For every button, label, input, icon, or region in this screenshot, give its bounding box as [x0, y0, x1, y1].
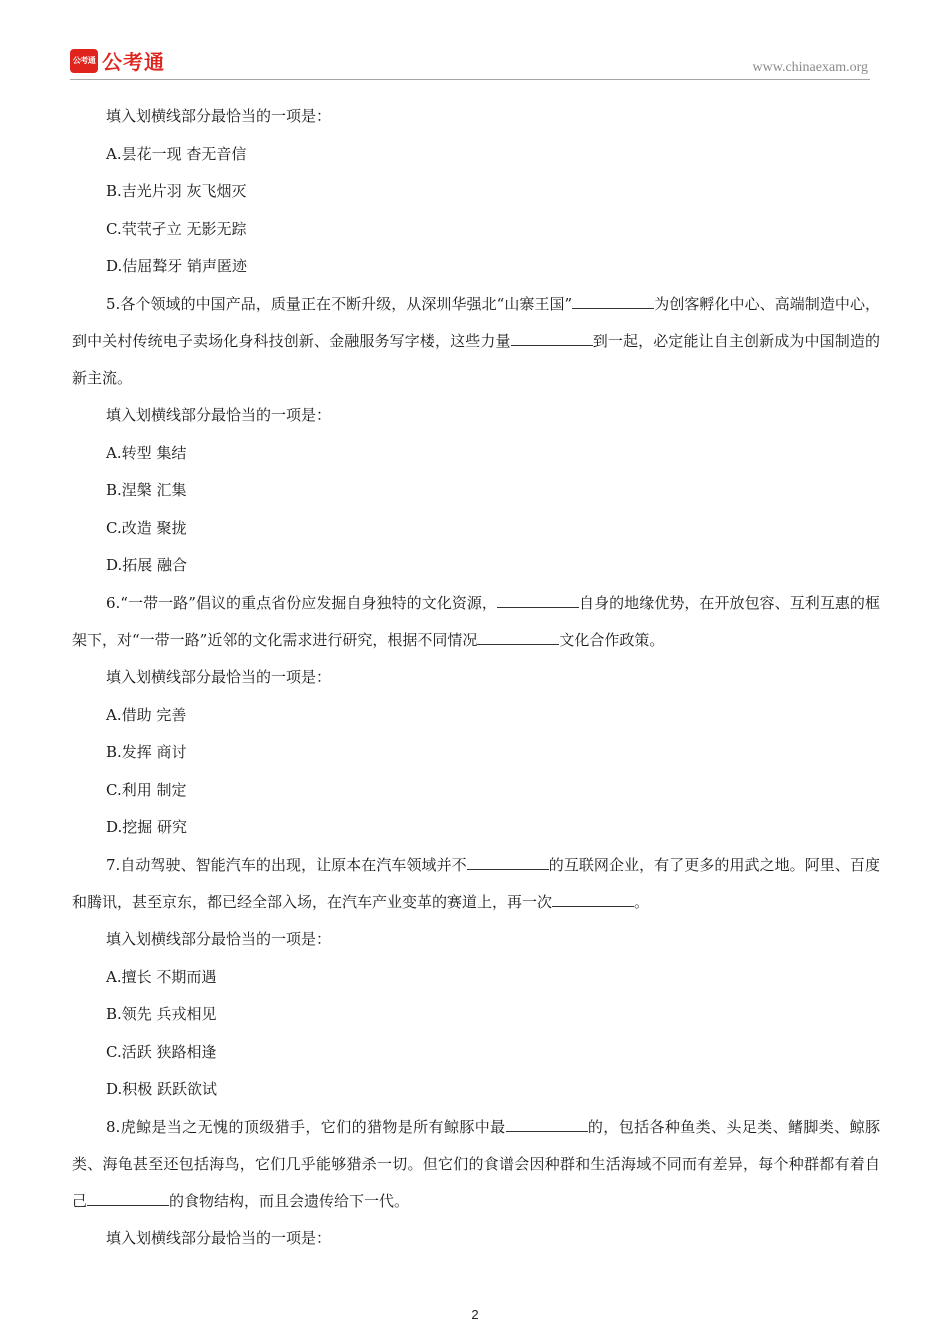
logo[interactable]	[70, 46, 165, 75]
question-stem	[72, 1109, 880, 1220]
question-text: 。	[634, 892, 650, 911]
question-prompt: 填入划横线部分最恰当的一项是：	[106, 667, 332, 686]
document-body	[72, 98, 880, 1257]
question-text: 的，包括各种鱼类、头足类、鳍脚类、鲸豚类、海龟甚至还包括海鸟，它们几乎能够猎杀一切。但它们的食谱会因种群和生活海域不同而有差异，每个种群都有着自己	[72, 1117, 880, 1210]
fill-blank	[506, 1117, 588, 1132]
answer-option: A.擅长 不期而遇	[106, 967, 217, 986]
answer-option: D.佶屈聱牙 销声匿迹	[106, 257, 248, 276]
question-prompt: 填入划横线部分最恰当的一项是：	[106, 107, 332, 125]
answer-option: D.拓展 融合	[106, 556, 188, 575]
fill-blank	[572, 294, 654, 309]
question-prompt: 填入划横线部分最恰当的一项是：	[106, 1228, 332, 1247]
question-prompt: 填入划横线部分最恰当的一项是：	[106, 405, 332, 424]
question-text: 到一起，必定能让自主创新成为中国制造的新主流。	[72, 331, 880, 387]
question-text: 自身的地缘优势，在开放包容、互利互惠的框架下，对“一带一路”近邻的文化需求进行研究，根据不同情况	[72, 593, 880, 649]
question-text: 的互联网企业，有了更多的用武之地。阿里、百度和腾讯，甚至京东，都已经全部入场，在汽车产业变革的赛道上，再一次	[72, 855, 880, 911]
answer-option: C.利用 制定	[106, 780, 187, 799]
fill-blank	[477, 630, 559, 645]
question-stem	[72, 286, 880, 397]
fill-blank	[511, 331, 593, 346]
answer-option: A.昙花一现 杳无音信	[106, 144, 247, 163]
answer-option: C.改造 聚拢	[106, 518, 187, 537]
logo-badge-icon: 公考通	[70, 49, 98, 73]
question-text: 7.自动驾驶、智能汽车的出现，让原本在汽车领域并不	[106, 855, 467, 874]
answer-option: A.转型 集结	[106, 443, 187, 462]
question-stem	[72, 585, 880, 659]
fill-blank	[467, 855, 549, 870]
question-text: 文化合作政策。	[559, 630, 665, 649]
answer-option: B.领先 兵戎相见	[106, 1005, 217, 1024]
answer-option: B.吉光片羽 灰飞烟灭	[106, 182, 247, 201]
fill-blank	[552, 892, 634, 907]
header-divider	[70, 79, 870, 80]
question-text: 的食物结构，而且会遗传给下一代。	[169, 1191, 410, 1210]
fill-blank	[87, 1191, 169, 1206]
question-text: 8.虎鲸是当之无愧的顶级猎手，它们的猎物是所有鲸豚中最	[106, 1117, 506, 1136]
page-number: 2	[471, 1307, 479, 1322]
answer-option: C.活跃 狭路相逢	[106, 1042, 217, 1061]
question-text: 6.“一带一路”倡议的重点省份应发掘自身独特的文化资源，	[106, 593, 497, 612]
answer-option: D.挖掘 研究	[106, 818, 188, 837]
question-text: 为创客孵化中心、高端制造中心，到中关村传统电子卖场化身科技创新、金融服务写字楼，这些力量	[72, 294, 880, 350]
fill-blank	[497, 593, 579, 608]
answer-option: C.茕茕孑立 无影无踪	[106, 219, 247, 238]
question-text: 5.各个领域的中国产品，质量正在不断升级，从深圳华强北“山寨王国”	[106, 294, 573, 313]
answer-option: B.发挥 商讨	[106, 743, 187, 762]
answer-option: D.积极 跃跃欲试	[106, 1080, 218, 1099]
page-header	[70, 44, 870, 78]
question-prompt: 填入划横线部分最恰当的一项是：	[106, 929, 332, 948]
answer-option: B.涅槃 汇集	[106, 481, 187, 500]
logo-text: 公考通	[102, 50, 165, 74]
site-url[interactable]: www.chinaexam.org	[752, 60, 868, 75]
question-stem	[72, 847, 880, 921]
answer-option: A.借助 完善	[106, 705, 187, 724]
